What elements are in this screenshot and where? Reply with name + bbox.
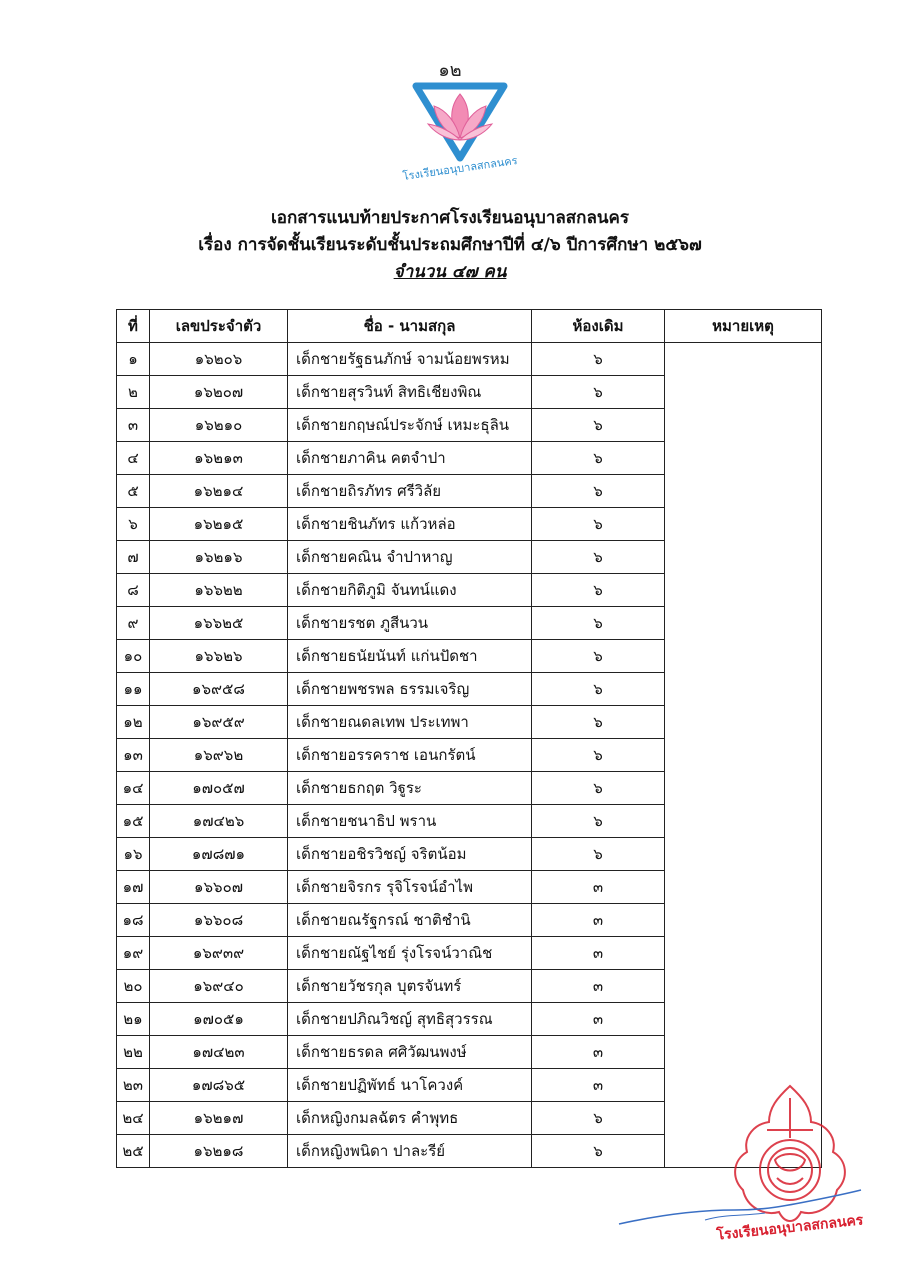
student-name: เด็กชายจิรกร รุจิโรจน์อำไพ (288, 871, 532, 904)
remark (665, 442, 822, 475)
row-number: ๒๔ (117, 1102, 150, 1135)
table-row (117, 409, 822, 442)
remark (665, 1036, 822, 1069)
remark (665, 805, 822, 838)
header-remarks: หมายเหตุ (665, 310, 822, 343)
previous-room: ๖ (532, 805, 665, 838)
student-name: เด็กชายชินภัทร แก้วหล่อ (288, 508, 532, 541)
row-number: ๒๓ (117, 1069, 150, 1102)
row-number: ๘ (117, 574, 150, 607)
previous-room: ๖ (532, 409, 665, 442)
previous-room: ๖ (532, 772, 665, 805)
student-id: ๑๖๒๐๗ (150, 376, 288, 409)
previous-room: ๖ (532, 376, 665, 409)
student-name: เด็กชายปภิณวิชญ์ สุทธิสุวรรณ (288, 1003, 532, 1036)
header-student-id: เลขประจำตัว (150, 310, 288, 343)
remark (665, 574, 822, 607)
remark (665, 673, 822, 706)
previous-room: ๖ (532, 739, 665, 772)
table-row (117, 904, 822, 937)
student-name: เด็กชายธกฤต วิฐูระ (288, 772, 532, 805)
remark (665, 541, 822, 574)
student-name: เด็กหญิงกมลฉัตร คำพุทธ (288, 1102, 532, 1135)
row-number: ๑๗ (117, 871, 150, 904)
student-name: เด็กชายณัฐไชย์ รุ่งโรจน์วาณิช (288, 937, 532, 970)
header-no: ที่ (117, 310, 150, 343)
table-row (117, 739, 822, 772)
previous-room: ๖ (532, 607, 665, 640)
remark (665, 343, 822, 376)
table-row (117, 937, 822, 970)
student-id: ๑๖๒๑๘ (150, 1135, 288, 1168)
student-id: ๑๖๒๑๔ (150, 475, 288, 508)
row-number: ๗ (117, 541, 150, 574)
student-id: ๑๖๖๐๗ (150, 871, 288, 904)
row-number: ๙ (117, 607, 150, 640)
student-id: ๑๖๖๒๖ (150, 640, 288, 673)
table-row (117, 343, 822, 376)
remark (665, 409, 822, 442)
remark (665, 475, 822, 508)
student-roster-table (116, 309, 822, 1168)
student-name: เด็กชายธนัยนันท์ แก่นปัดชา (288, 640, 532, 673)
student-id: ๑๖๖๒๕ (150, 607, 288, 640)
header-full-name: ชื่อ - นามสกุล (288, 310, 532, 343)
student-name: เด็กชายณดลเทพ ประเทพา (288, 706, 532, 739)
student-name: เด็กชายรชต ภูสีนวน (288, 607, 532, 640)
student-name: เด็กชายกิติภูมิ จันทน์แดง (288, 574, 532, 607)
remark (665, 607, 822, 640)
table-row (117, 772, 822, 805)
student-name: เด็กหญิงพนิดา ปาละรีย์ (288, 1135, 532, 1168)
student-name: เด็กชายภาคิน คตจำปา (288, 442, 532, 475)
table-row (117, 838, 822, 871)
previous-room: ๖ (532, 673, 665, 706)
remark (665, 508, 822, 541)
table-body (117, 343, 822, 1168)
student-id: ๑๖๒๑๗ (150, 1102, 288, 1135)
previous-room: ๓ (532, 1003, 665, 1036)
student-name: เด็กชายธรดล ศศิวัฒนพงษ์ (288, 1036, 532, 1069)
row-number: ๑ (117, 343, 150, 376)
student-id: ๑๗๔๒๓ (150, 1036, 288, 1069)
student-id: ๑๗๐๕๗ (150, 772, 288, 805)
student-id: ๑๖๒๐๖ (150, 343, 288, 376)
previous-room: ๓ (532, 937, 665, 970)
row-number: ๖ (117, 508, 150, 541)
student-id: ๑๖๙๔๐ (150, 970, 288, 1003)
previous-room: ๖ (532, 508, 665, 541)
heading-count: จำนวน ๔๗ คน (393, 262, 507, 282)
remark (665, 772, 822, 805)
row-number: ๑๓ (117, 739, 150, 772)
row-number: ๔ (117, 442, 150, 475)
row-number: ๒๕ (117, 1135, 150, 1168)
student-id: ๑๖๙๓๙ (150, 937, 288, 970)
student-id: ๑๖๖๐๘ (150, 904, 288, 937)
row-number: ๑๘ (117, 904, 150, 937)
heading-line-2: เรื่อง การจัดชั้นเรียนระดับชั้นประถมศึกษาปีที่ ๔/๖ ปีการศึกษา ๒๕๖๗ (198, 235, 702, 255)
student-name: เด็กชายปฏิพัทธ์ นาโควงค์ (288, 1069, 532, 1102)
table-row (117, 1003, 822, 1036)
previous-room: ๖ (532, 475, 665, 508)
row-number: ๑๑ (117, 673, 150, 706)
table-row (117, 871, 822, 904)
student-name: เด็กชายพชรพล ธรรมเจริญ (288, 673, 532, 706)
table-row (117, 673, 822, 706)
previous-room: ๖ (532, 343, 665, 376)
table-row (117, 541, 822, 574)
row-number: ๑๐ (117, 640, 150, 673)
logo-text: โรงเรียนอนุบาลสกลนคร (401, 154, 519, 183)
row-number: ๓ (117, 409, 150, 442)
remark (665, 904, 822, 937)
student-id: ๑๗๘๗๑ (150, 838, 288, 871)
school-logo (401, 80, 519, 183)
remark (665, 640, 822, 673)
table-row (117, 607, 822, 640)
previous-room: ๖ (532, 1135, 665, 1168)
student-id: ๑๖๙๕๘ (150, 673, 288, 706)
table-row (117, 508, 822, 541)
student-name: เด็กชายสุรวินท์ สิทธิเชียงพิณ (288, 376, 532, 409)
row-number: ๑๒ (117, 706, 150, 739)
row-number: ๑๙ (117, 937, 150, 970)
student-name: เด็กชายถิรภัทร ศรีวิลัย (288, 475, 532, 508)
row-number: ๑๖ (117, 838, 150, 871)
remark (665, 838, 822, 871)
row-number: ๒๐ (117, 970, 150, 1003)
student-name: เด็กชายอชิรวิชญ์ จริตน้อม (288, 838, 532, 871)
student-name: เด็กชายกฤษณ์ประจักษ์ เหมะธุลิน (288, 409, 532, 442)
row-number: ๑๔ (117, 772, 150, 805)
student-name: เด็กชายอรรคราช เอนกรัตน์ (288, 739, 532, 772)
heading-line-1: เอกสารแนบท้ายประกาศโรงเรียนอนุบาลสกลนคร (270, 208, 629, 228)
student-id: ๑๖๖๒๒ (150, 574, 288, 607)
table-row (117, 640, 822, 673)
table-row (117, 805, 822, 838)
previous-room: ๓ (532, 970, 665, 1003)
remark (665, 937, 822, 970)
student-name: เด็กชายวัชรกุล บุตรจันทร์ (288, 970, 532, 1003)
previous-room: ๖ (532, 640, 665, 673)
student-id: ๑๖๒๑๖ (150, 541, 288, 574)
remark (665, 376, 822, 409)
previous-room: ๖ (532, 541, 665, 574)
document-heading (0, 205, 900, 286)
previous-room: ๓ (532, 1036, 665, 1069)
handwritten-signature (615, 1180, 865, 1240)
row-number: ๒ (117, 376, 150, 409)
student-id: ๑๗๘๖๕ (150, 1069, 288, 1102)
seal-text: โรงเรียนอนุบาลสกลนคร (715, 1212, 865, 1244)
table-row (117, 1036, 822, 1069)
student-id: ๑๗๔๒๖ (150, 805, 288, 838)
table-row (117, 442, 822, 475)
table-header-row (117, 310, 822, 343)
previous-room: ๖ (532, 574, 665, 607)
previous-room: ๖ (532, 706, 665, 739)
remark (665, 739, 822, 772)
student-name: เด็กชายชนาธิป พราน (288, 805, 532, 838)
remark (665, 706, 822, 739)
previous-room: ๖ (532, 442, 665, 475)
student-name: เด็กชายคณิน จำปาหาญ (288, 541, 532, 574)
row-number: ๒๑ (117, 1003, 150, 1036)
student-id: ๑๖๙๖๒ (150, 739, 288, 772)
row-number: ๒๒ (117, 1036, 150, 1069)
table-row (117, 475, 822, 508)
student-id: ๑๖๙๕๙ (150, 706, 288, 739)
student-id: ๑๖๒๑๓ (150, 442, 288, 475)
student-id: ๑๖๒๑๕ (150, 508, 288, 541)
previous-room: ๓ (532, 904, 665, 937)
previous-room: ๖ (532, 1102, 665, 1135)
previous-room: ๓ (532, 1069, 665, 1102)
table-row (117, 376, 822, 409)
previous-room: ๖ (532, 838, 665, 871)
student-name: เด็กชายณรัฐกรณ์ ชาติชำนิ (288, 904, 532, 937)
row-number: ๕ (117, 475, 150, 508)
table-row (117, 574, 822, 607)
student-name: เด็กชายรัฐธนภักษ์ จามน้อยพรหม (288, 343, 532, 376)
table-row (117, 970, 822, 1003)
student-id: ๑๗๐๕๑ (150, 1003, 288, 1036)
student-id: ๑๖๒๑๐ (150, 409, 288, 442)
remark (665, 1003, 822, 1036)
table-row (117, 706, 822, 739)
page-number: ๑๒ (438, 60, 462, 81)
previous-room: ๓ (532, 871, 665, 904)
remark (665, 871, 822, 904)
row-number: ๑๕ (117, 805, 150, 838)
remark (665, 970, 822, 1003)
header-previous-room: ห้องเดิม (532, 310, 665, 343)
